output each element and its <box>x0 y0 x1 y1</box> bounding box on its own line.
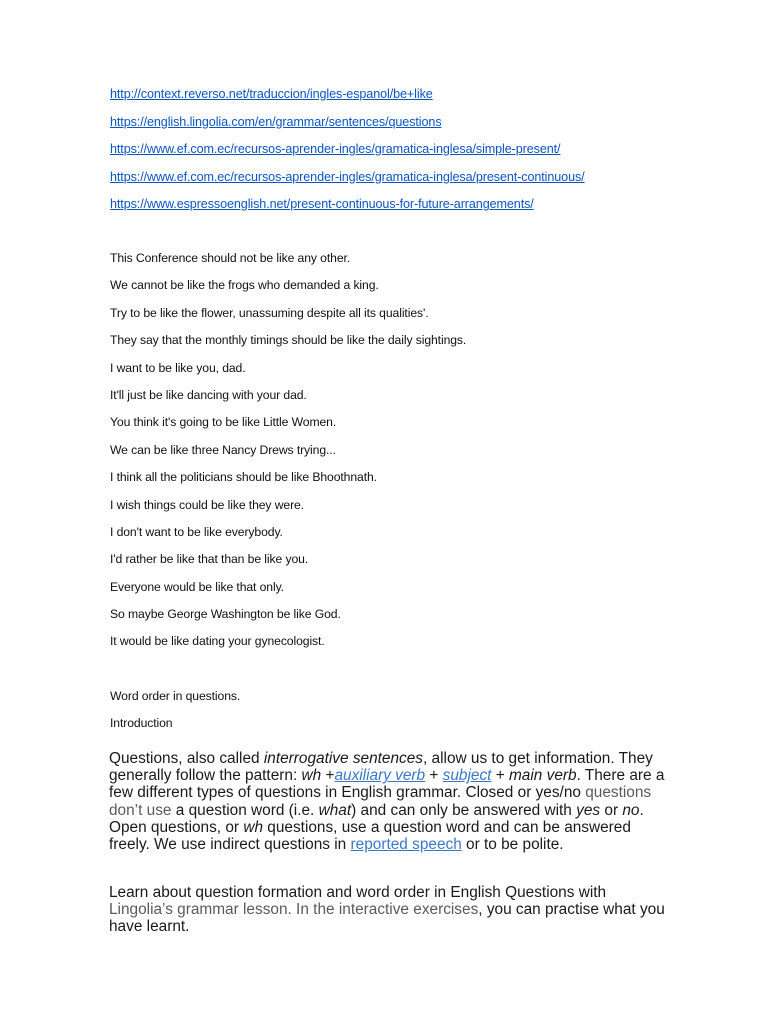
subject-link[interactable]: subject <box>442 767 492 785</box>
paragraph-text: questions don’t use <box>109 784 652 819</box>
emphasis-text: interrogative sentences <box>263 750 423 767</box>
example-sentence: I wish things could be like they were. <box>110 497 305 512</box>
example-sentence: They say that the monthly timings should be like the daily sightings. <box>110 333 467 348</box>
paragraph-text: . Open questions, or <box>109 801 644 836</box>
example-sentence: It'll just be like dancing with your dad. <box>110 387 307 402</box>
example-sentence: We cannot be like the frogs who demanded a king. <box>110 278 379 293</box>
auxiliary-verb-link[interactable]: auxiliary verb <box>334 767 426 785</box>
example-sentence: I don't want to be like everybody. <box>110 524 283 539</box>
reference-link[interactable]: http://context.reverso.net/traduccion/ingles-espanol/be+like <box>110 87 433 101</box>
example-sentence: You think it's going to be like Little Women. <box>110 415 337 430</box>
paragraph-text: , allow us to get information. They generally follow the pattern: <box>109 750 653 785</box>
reference-link[interactable]: https://english.lingolia.com/en/grammar/sentences/questions <box>110 114 442 129</box>
emphasis-text: what <box>318 801 352 819</box>
paragraph-text: or <box>600 801 623 819</box>
reported-speech-link[interactable]: reported speech <box>350 836 462 854</box>
lesson-paragraph <box>109 884 669 936</box>
paragraph-text: Lingolia’s grammar lesson. In the interactive exercises <box>109 901 479 919</box>
paragraph-text: a question word (i.e. <box>171 801 319 819</box>
example-sentence: So maybe George Washington be like God. <box>110 607 341 622</box>
reference-link[interactable]: https://www.espressoenglish.net/present-continuous-for-future-arrangements/ <box>110 197 534 211</box>
example-sentence: I want to be like you, dad. <box>110 360 246 375</box>
section-heading-introduction: Introduction <box>110 716 173 730</box>
paragraph-text: + <box>425 767 443 785</box>
section-heading-word-order: Word order in questions. <box>110 689 241 703</box>
emphasis-text: wh <box>301 767 322 785</box>
paragraph-text: Learn about question formation and word order in English Questions with <box>109 884 607 901</box>
emphasis-text: wh <box>243 818 264 836</box>
example-sentence: We can be like three Nancy Drews trying... <box>110 442 336 457</box>
paragraph-text: ) and can only be answered with <box>351 801 577 819</box>
paragraph-text: Questions, also called <box>109 750 264 767</box>
paragraph-text: . There are a few different types of questions in English grammar. Closed or yes/no <box>109 767 665 802</box>
paragraph-text: , you can practise what you have learnt. <box>109 901 665 936</box>
emphasis-text: yes <box>576 801 601 819</box>
paragraph-text: + <box>491 767 509 785</box>
example-sentence: I think all the politicians should be like Bhoothnath. <box>110 470 377 485</box>
paragraph-text: questions, use a question word and can be answered freely. We use indirect questions in <box>109 818 631 854</box>
reference-link[interactable]: https://www.ef.com.ec/recursos-aprender-ingles/gramatica-inglesa/simple-present/ <box>110 142 561 156</box>
example-sentence: It would be like dating your gynecologist. <box>110 634 325 649</box>
emphasis-text: no <box>622 801 640 819</box>
intro-paragraph <box>109 750 669 853</box>
paragraph-text: or to be polite. <box>461 836 564 854</box>
reference-links <box>110 86 750 224</box>
example-sentence: Try to be like the flower, unassuming despite all its qualities'. <box>110 305 429 320</box>
example-sentence: This Conference should not be like any other. <box>110 251 351 265</box>
example-sentence: I'd rather be like that than be like you. <box>110 552 309 567</box>
paragraph-text: + <box>321 767 335 785</box>
example-sentence: Everyone would be like that only. <box>110 579 284 594</box>
emphasis-text: main verb <box>508 767 577 785</box>
example-sentences <box>110 250 750 661</box>
reference-link[interactable]: https://www.ef.com.ec/recursos-aprender-ingles/gramatica-inglesa/present-continuous/ <box>110 169 585 184</box>
